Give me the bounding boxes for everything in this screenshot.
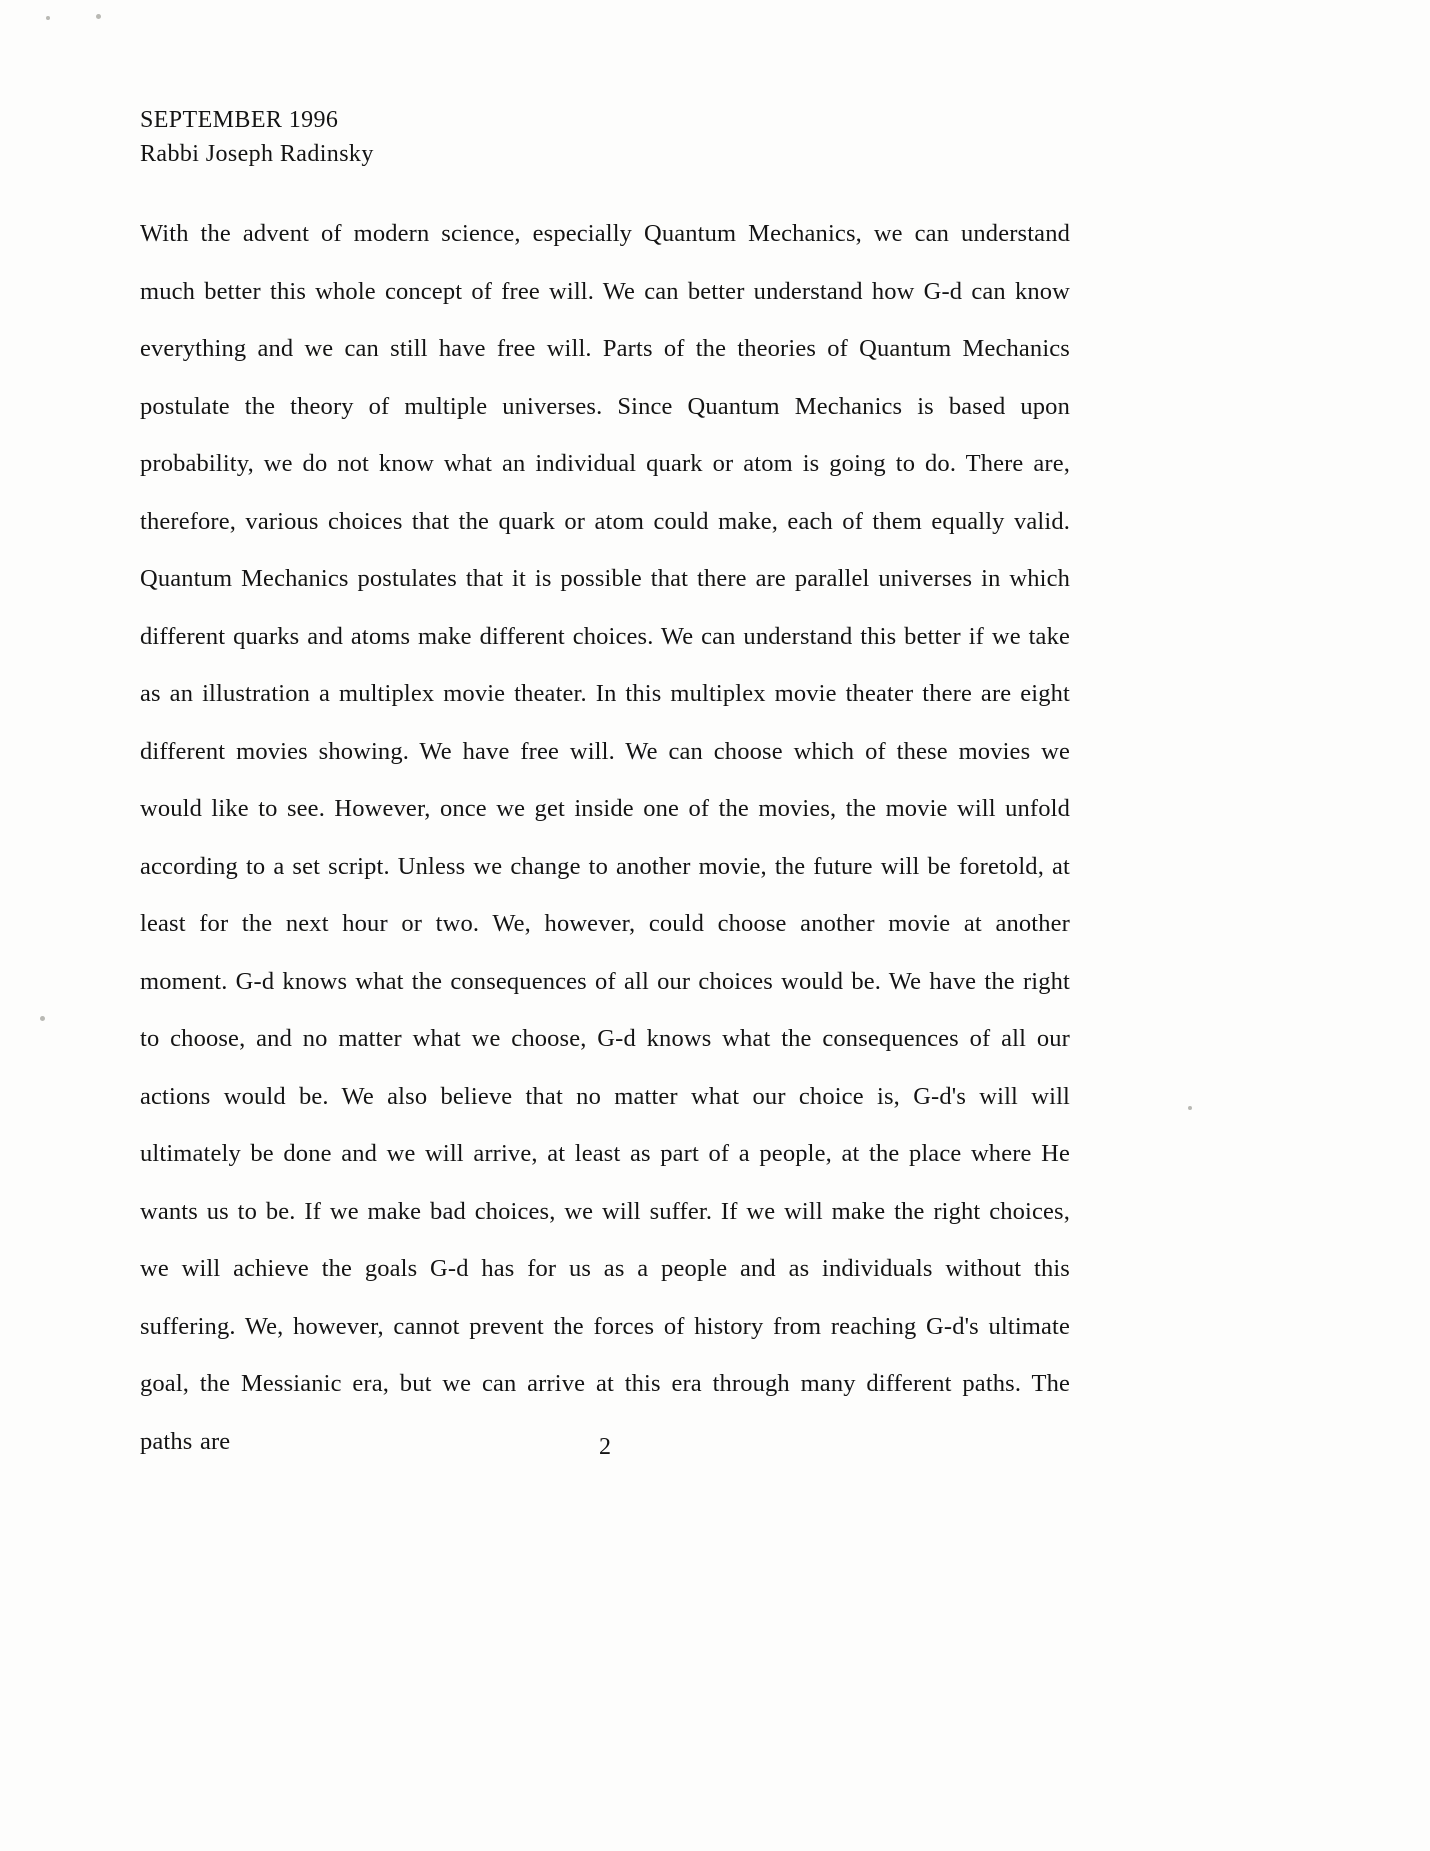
scan-speck bbox=[96, 14, 101, 19]
scan-speck bbox=[1188, 1106, 1192, 1110]
document-author: Rabbi Joseph Radinsky bbox=[140, 141, 374, 167]
scan-speck bbox=[46, 16, 50, 20]
scan-speck bbox=[40, 1016, 45, 1021]
body-paragraph: With the advent of modern science, especially Quantum Mechanics, we can understand much better this whole concept of free will. We can better understand how G-d can know everything and we can still have free will. Parts of the theories of Quantum Mechanics postulate the theory of multiple universes. Since Quantum Mechanics is based upon probability, we do not know what an individual quark or atom is going to do. There are, therefore, various choices that the quark or atom could make, each of them equally valid. Quantum Mechanics postulates that it is possible that there are parallel universes in which different quarks and atoms make different choices. We can understand this better if we take as an illustration a multiplex movie theater. In this multiplex movie theater there are eight different movies showing. We have free will. We can choose which of these movies we would like to see. However, once we get inside one of the movies, the movie will unfold according to a set script. Unless we change to another movie, the future will be foretold, at least for the next hour or two. We, however, could choose another movie at another moment. G-d knows what the consequences of all our choices would be. We have the right to choose, and no matter what we choose, G-d knows what the consequences of all our actions would be. We also believe that no matter what our choice is, G-d's will will ultimately be done and we will arrive, at least as part of a people, at the place where He wants us to be. If we make bad choices, we will suffer. If we will make the right choices, we will achieve the goals G-d has for us as a people and as individuals without this suffering. We, however, cannot prevent the forces of history from reaching G-d's ultimate goal, the Messianic era, but we can arrive at this era through many different paths. The paths are bbox=[140, 220, 1070, 1455]
document-content bbox=[140, 104, 1070, 1495]
document-date: SEPTEMBER 1996 bbox=[140, 107, 339, 133]
page-number: 2 bbox=[599, 1434, 611, 1460]
